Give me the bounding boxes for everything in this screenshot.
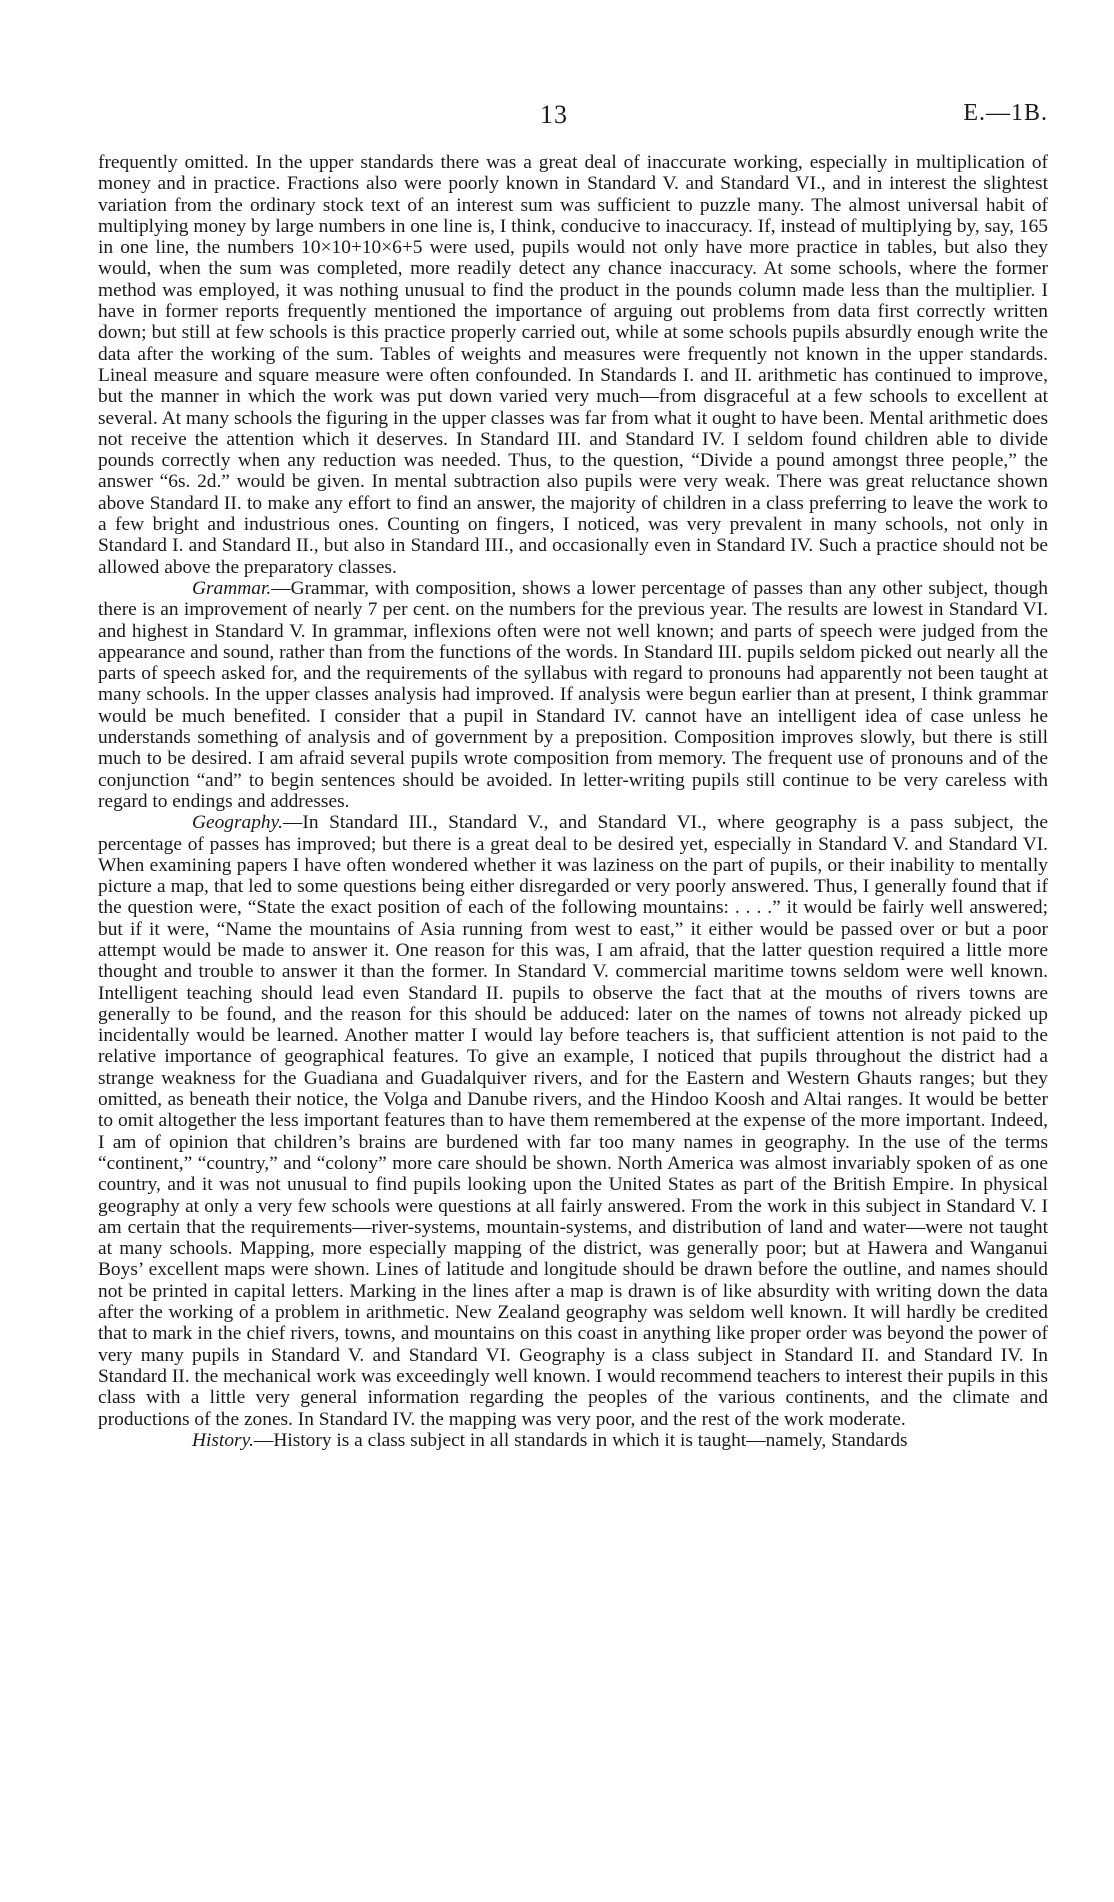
paragraph-text: —History is a class subject in all standards in which it is taught—namely, Standards — [253, 1429, 908, 1451]
section-title-geography: Geography. — [192, 812, 284, 834]
page-header — [0, 100, 1114, 140]
paragraph-geography — [98, 812, 1048, 1430]
paragraph-text: —In Standard III., Standard V., and Standard VI., where geography is a pass subject, the percentage of passes has improved; but there is a great deal to be desired yet, especially in Standard V. and Standard VI. When examining papers I have often wondered whether it was laziness on the part of pupils, or their inability to mentally picture a map, that led to some questions being either disregarded or very poorly answered. Thus, I generally found that if the question were, “State the exact position of each of the following mountains: . . . .” it would be fairly well answered; but if it were, “Name the mountains of Asia running from west to east,” it either would be passed over or but a poor attempt would be made to answer it. One reason for this was, I am afraid, that the latter question required a little more thought and trouble to answer it than the former. In Standard V. commercial maritime towns seldom were well known. Intelligent teaching should lead even Standard II. pupils to observe the fact that at the mouths of rivers towns are generally to be found, and the reason for this should be adduced: later on the names of towns not already picked up incidentally would be learned. Another matter I would lay before teachers is, that sufficient attention is not paid to the relative importance of geographical features. To give an example, I noticed that pupils throughout the district had a strange weakness for the Guadiana and Guadalquiver rivers, and for the Eastern and Western Ghauts ranges; but they omitted, as beneath their notice, the Volga and Danube rivers, and the Hindoo Koosh and Altai ranges. It would be better to omit altogether the less important features than to have them remembered at the expense of the more important. Indeed, I am of opinion that children’s brains are burdened with far too many names in geography. In the use of the terms “continent,” “country,” and “colony” more care should be shown. North America was almost invariably spoken of as one country, and it was not unusual to find pupils looking upon the United States as part of the British Empire. In physical geography at only a very few schools were questions at all fairly answered. From the work in this subject in Standard V. I am certain that the requirements—river-systems, mountain-systems, and distribution of land and water—were not taught at many schools. Mapping, more especially mapping of the district, was generally poor; but at Hawera and Wanganui Boys’ excellent maps were shown. Lines of latitude and longitude should be drawn before the outline, and names should not be printed in capital letters. Marking in the lines after a map is drawn is of like absurdity with writing down the data after the working of a problem in arithmetic. New Zealand geography was seldom well known. It will hardly be credited that to mark in the chief rivers, towns, and mountains on this coast in anything like proper order was beyond the power of very many pupils in Standard V. and Standard VI. Geography is a class subject in Standard II. and Standard IV. In Standard II. the mechanical work was exceedingly well known. I would recommend teachers to interest their pupils in this class with a little very general information regarding the peoples of the various continents, and the climate and productions of the zones. In Standard IV. the mapping was very poor, and the rest of the work moderate. — [98, 812, 1048, 1430]
paragraph-text: frequently omitted. In the upper standards there was a great deal of inaccurate working, especially in multiplication of money and in practice. Fractions also were poorly known in Standard V. and Standard VI., and in interest the slightest variation from the ordinary stock text of an interest sum was sufficient to puzzle many. The almost universal habit of multiplying money by large numbers in one line is, I think, conducive to inaccuracy. If, instead of multiplying by, say, 165 in one line, the numbers 10×10+10×6+5 were used, pupils would not only have more practice in tables, but also they would, when the sum was completed, more readily detect any chance inaccuracy. At some schools, where the former method was employed, it was nothing unusual to find the product in the pounds column made less than the multiplier. I have in former reports frequently mentioned the importance of arguing out problems from data first correctly written down; but still at few schools is this practice properly carried out, while at some schools pupils absurdly enough write the data after the working of the sum. Tables of weights and measures were frequently not known in the upper standards. Lineal measure and square measure were often confounded. In Standards I. and II. arithmetic has continued to improve, but the manner in which the work was put down varied very much—from disgraceful at a few schools to excellent at several. At many schools the figuring in the upper classes was far from what it ought to have been. Mental arithmetic does not receive the attention which it deserves. In Standard III. and Standard IV. I seldom found children able to divide pounds correctly when any reduction was needed. Thus, to the question, “Divide a pound amongst three people,” the answer “6s. 2d.” would be given. In mental subtraction also pupils were very weak. There was great reluctance shown above Standard II. to make any effort to find an answer, the majority of children in a class preferring to leave the work to a few bright and industrious ones. Counting on fingers, I noticed, was very prevalent in many schools, not only in Standard I. and Standard II., but also in Standard III., and occasionally even in Standard IV. Such a practice should not be allowed above the preparatory classes. — [98, 152, 1048, 578]
section-title-history: History. — [192, 1429, 254, 1451]
report-body — [98, 152, 1048, 1451]
paragraph-grammar — [98, 578, 1048, 812]
paragraph-text: —Grammar, with composition, shows a lower percentage of passes than any other subject, though there is an improvement of nearly 7 per cent. on the numbers for the previous year. The results are lowest in Standard VI. and highest in Standard V. In grammar, inflexions often were not well known; and parts of speech were judged from the appearance and sound, rather than from the functions of the words. In Standard III. pupils seldom picked out nearly all the parts of speech asked for, and the requirements of the syllabus with regard to pronouns had apparently not been taught at many schools. In the upper classes analysis had improved. If analysis were begun earlier than at present, I think grammar would be much benefited. I consider that a pupil in Standard IV. cannot have an intelligent idea of case unless he understands something of analysis and of government by a preposition. Composition improves slowly, but there is still much to be desired. I am afraid several pupils wrote composition from memory. The frequent use of pronouns and of the conjunction “and” to begin sentences should be avoided. In letter-writing pupils still continue to be very careless with regard to endings and addresses. — [98, 577, 1048, 812]
paragraph-history — [98, 1430, 1048, 1451]
page-number: 13 — [540, 100, 568, 129]
document-code: E.—1B. — [963, 100, 1048, 126]
section-title-grammar: Grammar. — [192, 577, 272, 599]
paragraph-arithmetic-continued — [98, 152, 1048, 578]
